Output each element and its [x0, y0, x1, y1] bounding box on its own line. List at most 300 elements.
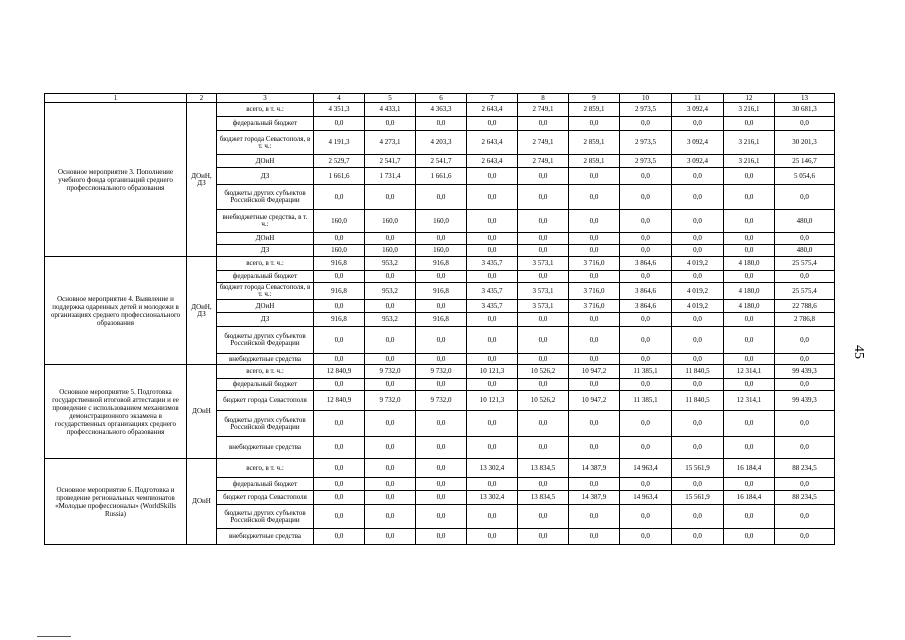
value-cell: 16 184,4 [724, 459, 775, 478]
value-cell: 0,0 [416, 117, 467, 131]
value-cell: 0,0 [365, 185, 416, 210]
value-cell: 10 121,3 [467, 391, 518, 411]
value-cell: 4 180,0 [724, 300, 775, 313]
value-cell: 0,0 [775, 233, 835, 245]
value-cell: 0,0 [365, 233, 416, 245]
value-cell: 0,0 [365, 459, 416, 478]
value-cell: 0,0 [467, 529, 518, 545]
value-cell: 0,0 [620, 478, 672, 491]
value-cell: 0,0 [672, 437, 724, 459]
value-cell: 0,0 [672, 313, 724, 327]
value-cell: 0,0 [724, 233, 775, 245]
value-cell: 0,0 [672, 529, 724, 545]
value-cell: 0,0 [672, 478, 724, 491]
value-cell: 0,0 [775, 117, 835, 131]
value-cell: 0,0 [672, 354, 724, 365]
value-cell: 12 314,1 [724, 365, 775, 379]
value-cell: 10 526,2 [518, 365, 569, 379]
value-cell: 0,0 [672, 411, 724, 437]
value-cell: 0,0 [569, 245, 620, 257]
value-cell: 0,0 [314, 117, 365, 131]
value-cell: 0,0 [314, 271, 365, 283]
value-cell: 3 864,6 [620, 257, 672, 271]
value-cell: 0,0 [672, 185, 724, 210]
value-cell: 0,0 [518, 379, 569, 391]
funding-source-cell: бюджеты других субъектов Российской Федерации [217, 411, 314, 437]
value-cell: 12 314,1 [724, 391, 775, 411]
value-cell: 0,0 [724, 313, 775, 327]
value-cell: 3 435,7 [467, 257, 518, 271]
value-cell: 3 435,7 [467, 283, 518, 300]
value-cell: 0,0 [775, 437, 835, 459]
value-cell: 0,0 [724, 210, 775, 233]
value-cell: 3 573,1 [518, 283, 569, 300]
value-cell: 0,0 [416, 459, 467, 478]
value-cell: 0,0 [467, 210, 518, 233]
funding-source-cell: внебюджетные средства [217, 529, 314, 545]
value-cell: 480,0 [775, 245, 835, 257]
value-cell: 0,0 [365, 354, 416, 365]
value-cell: 0,0 [775, 327, 835, 354]
value-cell: 0,0 [569, 354, 620, 365]
value-cell: 4 191,3 [314, 131, 365, 155]
value-cell: 88 234,5 [775, 491, 835, 505]
value-cell: 0,0 [620, 117, 672, 131]
value-cell: 0,0 [724, 505, 775, 529]
funding-source-cell: бюджет города Севастополя, в т. ч.: [217, 131, 314, 155]
funding-source-cell: бюджеты других субъектов Российской Федерации [217, 327, 314, 354]
page-number: 45 [851, 345, 866, 359]
value-cell: 0,0 [724, 168, 775, 185]
event-name-cell: Основное мероприятие 5. Подготовка государственной итоговой аттестации и ее проведение с использованием механизмов демонстрационного экзамена в государственных организациях среднего профессионального образования [45, 365, 187, 459]
value-cell: 0,0 [672, 117, 724, 131]
value-cell: 160,0 [416, 210, 467, 233]
value-cell: 2 859,1 [569, 131, 620, 155]
value-cell: 9 732,0 [365, 365, 416, 379]
value-cell: 0,0 [569, 478, 620, 491]
value-cell: 2 973,5 [620, 103, 672, 117]
header-cell: 2 [187, 94, 217, 103]
value-cell: 0,0 [518, 437, 569, 459]
value-cell: 0,0 [416, 529, 467, 545]
value-cell: 0,0 [620, 245, 672, 257]
value-cell: 13 302,4 [467, 459, 518, 478]
value-cell: 0,0 [518, 185, 569, 210]
header-cell: 1 [45, 94, 187, 103]
value-cell: 11 840,5 [672, 365, 724, 379]
value-cell: 0,0 [365, 379, 416, 391]
value-cell: 0,0 [775, 185, 835, 210]
value-cell: 13 834,5 [518, 459, 569, 478]
table-row [45, 103, 835, 117]
value-cell: 0,0 [620, 210, 672, 233]
value-cell: 0,0 [518, 245, 569, 257]
value-cell: 0,0 [672, 245, 724, 257]
value-cell: 2 749,1 [518, 131, 569, 155]
value-cell: 9 732,0 [416, 391, 467, 411]
header-row [45, 94, 835, 103]
value-cell: 0,0 [467, 411, 518, 437]
value-cell: 0,0 [620, 411, 672, 437]
executor-cell: ДОиН [187, 459, 217, 545]
value-cell: 1 661,6 [416, 168, 467, 185]
value-cell: 3 716,0 [569, 300, 620, 313]
header-cell: 5 [365, 94, 416, 103]
value-cell: 0,0 [672, 271, 724, 283]
value-cell: 0,0 [775, 379, 835, 391]
funding-source-cell: федеральный бюджет [217, 117, 314, 131]
footer-rule [37, 636, 71, 637]
funding-source-cell: бюджеты других субъектов Российской Федерации [217, 505, 314, 529]
value-cell: 0,0 [314, 459, 365, 478]
value-cell: 0,0 [467, 117, 518, 131]
header-cell: 9 [569, 94, 620, 103]
value-cell: 12 840,9 [314, 391, 365, 411]
value-cell: 3 092,4 [672, 155, 724, 168]
value-cell: 2 643,4 [467, 155, 518, 168]
value-cell: 10 947,2 [569, 365, 620, 379]
value-cell: 4 351,3 [314, 103, 365, 117]
funding-source-cell: всего, в т. ч.: [217, 459, 314, 478]
value-cell: 0,0 [467, 245, 518, 257]
value-cell: 0,0 [672, 168, 724, 185]
funding-source-cell: внебюджетные средства [217, 437, 314, 459]
value-cell: 0,0 [620, 185, 672, 210]
funding-source-cell: ДЗ [217, 168, 314, 185]
funding-source-cell: ДОиН [217, 300, 314, 313]
value-cell: 3 216,1 [724, 131, 775, 155]
value-cell: 2 859,1 [569, 103, 620, 117]
value-cell: 0,0 [518, 271, 569, 283]
value-cell: 30 201,3 [775, 131, 835, 155]
value-cell: 480,0 [775, 210, 835, 233]
value-cell: 88 234,5 [775, 459, 835, 478]
value-cell: 0,0 [775, 478, 835, 491]
value-cell: 2 643,4 [467, 131, 518, 155]
value-cell: 0,0 [724, 245, 775, 257]
value-cell: 2 973,5 [620, 155, 672, 168]
value-cell: 0,0 [314, 491, 365, 505]
funding-source-cell: внебюджетные средства [217, 354, 314, 365]
value-cell: 11 840,5 [672, 391, 724, 411]
value-cell: 0,0 [416, 233, 467, 245]
value-cell: 3 216,1 [724, 155, 775, 168]
value-cell: 0,0 [416, 185, 467, 210]
value-cell: 0,0 [314, 185, 365, 210]
funding-source-cell: всего, в т. ч.: [217, 365, 314, 379]
value-cell: 0,0 [518, 411, 569, 437]
value-cell: 99 439,3 [775, 365, 835, 379]
value-cell: 4 273,1 [365, 131, 416, 155]
header-cell: 11 [672, 94, 724, 103]
value-cell: 5 054,6 [775, 168, 835, 185]
value-cell: 0,0 [518, 478, 569, 491]
value-cell: 0,0 [365, 300, 416, 313]
value-cell: 2 786,8 [775, 313, 835, 327]
value-cell: 1 661,6 [314, 168, 365, 185]
value-cell: 3 216,1 [724, 103, 775, 117]
value-cell: 0,0 [724, 437, 775, 459]
value-cell: 0,0 [569, 379, 620, 391]
value-cell: 13 834,5 [518, 491, 569, 505]
value-cell: 0,0 [518, 210, 569, 233]
value-cell: 0,0 [467, 271, 518, 283]
value-cell: 2 541,7 [365, 155, 416, 168]
header-cell: 6 [416, 94, 467, 103]
value-cell: 4 363,3 [416, 103, 467, 117]
value-cell: 0,0 [416, 300, 467, 313]
value-cell: 0,0 [620, 233, 672, 245]
value-cell: 0,0 [518, 313, 569, 327]
funding-source-cell: бюджет города Севастополя [217, 391, 314, 411]
header-cell: 3 [217, 94, 314, 103]
value-cell: 0,0 [365, 478, 416, 491]
value-cell: 0,0 [620, 437, 672, 459]
value-cell: 2 541,7 [416, 155, 467, 168]
value-cell: 0,0 [467, 379, 518, 391]
value-cell: 916,8 [314, 283, 365, 300]
executor-cell: ДОиН [187, 365, 217, 459]
value-cell: 0,0 [416, 437, 467, 459]
value-cell: 0,0 [724, 379, 775, 391]
funding-source-cell: внебюджетные средства, в т. ч.: [217, 210, 314, 233]
value-cell: 9 732,0 [416, 365, 467, 379]
value-cell: 160,0 [314, 245, 365, 257]
value-cell: 0,0 [620, 327, 672, 354]
funding-source-cell: ДЗ [217, 245, 314, 257]
value-cell: 4 180,0 [724, 283, 775, 300]
value-cell: 0,0 [365, 117, 416, 131]
funding-source-cell: федеральный бюджет [217, 379, 314, 391]
value-cell: 2 529,7 [314, 155, 365, 168]
value-cell: 0,0 [620, 354, 672, 365]
funding-source-cell: ДЗ [217, 313, 314, 327]
value-cell: 0,0 [620, 168, 672, 185]
value-cell: 16 184,4 [724, 491, 775, 505]
value-cell: 13 302,4 [467, 491, 518, 505]
value-cell: 0,0 [724, 117, 775, 131]
value-cell: 953,2 [365, 257, 416, 271]
value-cell: 0,0 [775, 505, 835, 529]
value-cell: 4 019,2 [672, 283, 724, 300]
value-cell: 0,0 [569, 210, 620, 233]
value-cell: 14 963,4 [620, 459, 672, 478]
value-cell: 25 146,7 [775, 155, 835, 168]
value-cell: 0,0 [569, 505, 620, 529]
value-cell: 916,8 [416, 313, 467, 327]
value-cell: 0,0 [314, 478, 365, 491]
value-cell: 0,0 [416, 271, 467, 283]
value-cell: 3 716,0 [569, 257, 620, 271]
value-cell: 1 731,4 [365, 168, 416, 185]
value-cell: 0,0 [314, 505, 365, 529]
value-cell: 25 575,4 [775, 257, 835, 271]
funding-source-cell: федеральный бюджет [217, 271, 314, 283]
value-cell: 22 788,6 [775, 300, 835, 313]
value-cell: 0,0 [416, 327, 467, 354]
value-cell: 0,0 [518, 117, 569, 131]
header-cell: 12 [724, 94, 775, 103]
value-cell: 0,0 [518, 233, 569, 245]
value-cell: 14 963,4 [620, 491, 672, 505]
value-cell: 0,0 [569, 313, 620, 327]
value-cell: 0,0 [724, 185, 775, 210]
value-cell: 0,0 [672, 379, 724, 391]
value-cell: 0,0 [467, 354, 518, 365]
value-cell: 160,0 [416, 245, 467, 257]
value-cell: 0,0 [569, 233, 620, 245]
value-cell: 0,0 [518, 327, 569, 354]
value-cell: 0,0 [365, 411, 416, 437]
value-cell: 0,0 [724, 271, 775, 283]
value-cell: 160,0 [365, 210, 416, 233]
value-cell: 0,0 [416, 411, 467, 437]
value-cell: 11 385,1 [620, 365, 672, 379]
value-cell: 3 573,1 [518, 257, 569, 271]
value-cell: 0,0 [416, 354, 467, 365]
value-cell: 0,0 [620, 529, 672, 545]
value-cell: 30 681,3 [775, 103, 835, 117]
value-cell: 0,0 [467, 437, 518, 459]
value-cell: 12 840,9 [314, 365, 365, 379]
value-cell: 14 387,9 [569, 491, 620, 505]
value-cell: 0,0 [518, 354, 569, 365]
value-cell: 4 019,2 [672, 300, 724, 313]
value-cell: 4 019,2 [672, 257, 724, 271]
value-cell: 0,0 [775, 354, 835, 365]
value-cell: 2 749,1 [518, 155, 569, 168]
value-cell: 0,0 [569, 327, 620, 354]
value-cell: 0,0 [518, 529, 569, 545]
value-cell: 953,2 [365, 313, 416, 327]
value-cell: 0,0 [467, 313, 518, 327]
value-cell: 3 092,4 [672, 103, 724, 117]
value-cell: 0,0 [365, 505, 416, 529]
value-cell: 0,0 [416, 478, 467, 491]
value-cell: 0,0 [467, 478, 518, 491]
value-cell: 0,0 [724, 411, 775, 437]
value-cell: 0,0 [569, 117, 620, 131]
value-cell: 2 973,5 [620, 131, 672, 155]
value-cell: 25 575,4 [775, 283, 835, 300]
value-cell: 2 749,1 [518, 103, 569, 117]
value-cell: 0,0 [724, 529, 775, 545]
header-cell: 8 [518, 94, 569, 103]
value-cell: 9 732,0 [365, 391, 416, 411]
value-cell: 0,0 [314, 354, 365, 365]
value-cell: 4 180,0 [724, 257, 775, 271]
value-cell: 2 643,4 [467, 103, 518, 117]
value-cell: 10 526,2 [518, 391, 569, 411]
value-cell: 0,0 [365, 529, 416, 545]
value-cell: 0,0 [467, 168, 518, 185]
value-cell: 0,0 [467, 185, 518, 210]
value-cell: 2 859,1 [569, 155, 620, 168]
value-cell: 10 947,2 [569, 391, 620, 411]
funding-source-cell: всего, в т. ч.: [217, 103, 314, 117]
value-cell: 0,0 [620, 505, 672, 529]
header-cell: 10 [620, 94, 672, 103]
value-cell: 3 092,4 [672, 131, 724, 155]
value-cell: 0,0 [467, 233, 518, 245]
value-cell: 0,0 [569, 529, 620, 545]
header-cell: 13 [775, 94, 835, 103]
value-cell: 916,8 [416, 283, 467, 300]
value-cell: 0,0 [416, 379, 467, 391]
value-cell: 0,0 [724, 327, 775, 354]
value-cell: 953,2 [365, 283, 416, 300]
value-cell: 916,8 [416, 257, 467, 271]
header-cell: 7 [467, 94, 518, 103]
funding-source-cell: бюджеты других субъектов Российской Федерации [217, 185, 314, 210]
value-cell: 0,0 [314, 529, 365, 545]
value-cell: 10 121,3 [467, 365, 518, 379]
value-cell: 0,0 [569, 168, 620, 185]
value-cell: 916,8 [314, 257, 365, 271]
value-cell: 15 561,9 [672, 491, 724, 505]
event-name-cell: Основное мероприятие 4. Выявление и поддержка одаренных детей и молодежи в организациях среднего профессионального образования [45, 257, 187, 365]
value-cell: 0,0 [672, 210, 724, 233]
value-cell: 0,0 [775, 271, 835, 283]
table-row [45, 365, 835, 379]
value-cell: 0,0 [365, 491, 416, 505]
value-cell: 0,0 [365, 437, 416, 459]
value-cell: 0,0 [672, 505, 724, 529]
funding-source-cell: бюджет города Севастополя, в т. ч.: [217, 283, 314, 300]
value-cell: 160,0 [365, 245, 416, 257]
table-body [45, 94, 835, 545]
table-row [45, 257, 835, 271]
value-cell: 0,0 [314, 379, 365, 391]
funding-source-cell: ДОиН [217, 233, 314, 245]
value-cell: 0,0 [672, 327, 724, 354]
value-cell: 0,0 [620, 313, 672, 327]
table-row [45, 459, 835, 478]
value-cell: 0,0 [672, 233, 724, 245]
value-cell: 0,0 [314, 300, 365, 313]
value-cell: 0,0 [467, 505, 518, 529]
value-cell: 0,0 [518, 505, 569, 529]
value-cell: 0,0 [314, 411, 365, 437]
funding-source-cell: бюджет города Севастополя [217, 491, 314, 505]
value-cell: 0,0 [569, 437, 620, 459]
funding-source-cell: федеральный бюджет [217, 478, 314, 491]
value-cell: 15 561,9 [672, 459, 724, 478]
value-cell: 3 716,0 [569, 283, 620, 300]
value-cell: 0,0 [620, 271, 672, 283]
value-cell: 4 203,3 [416, 131, 467, 155]
event-name-cell: Основное мероприятие 3. Пополнение учебного фонда организаций среднего профессионального образования [45, 103, 187, 257]
value-cell: 0,0 [724, 354, 775, 365]
executor-cell: ДОиН, ДЗ [187, 103, 217, 257]
value-cell: 0,0 [314, 233, 365, 245]
value-cell: 0,0 [724, 478, 775, 491]
event-name-cell: Основное мероприятие 6. Подготовка и проведение региональных чемпионатов «Молодые профессионалы» (WorldSkills Russia) [45, 459, 187, 545]
value-cell: 0,0 [416, 505, 467, 529]
funding-source-cell: всего, в т. ч.: [217, 257, 314, 271]
funding-source-cell: ДОиН [217, 155, 314, 168]
value-cell: 0,0 [569, 185, 620, 210]
value-cell: 3 864,6 [620, 283, 672, 300]
value-cell: 0,0 [314, 437, 365, 459]
value-cell: 0,0 [467, 327, 518, 354]
value-cell: 14 387,9 [569, 459, 620, 478]
value-cell: 916,8 [314, 313, 365, 327]
value-cell: 0,0 [416, 491, 467, 505]
funding-table [44, 93, 835, 545]
value-cell: 4 433,1 [365, 103, 416, 117]
value-cell: 3 864,6 [620, 300, 672, 313]
